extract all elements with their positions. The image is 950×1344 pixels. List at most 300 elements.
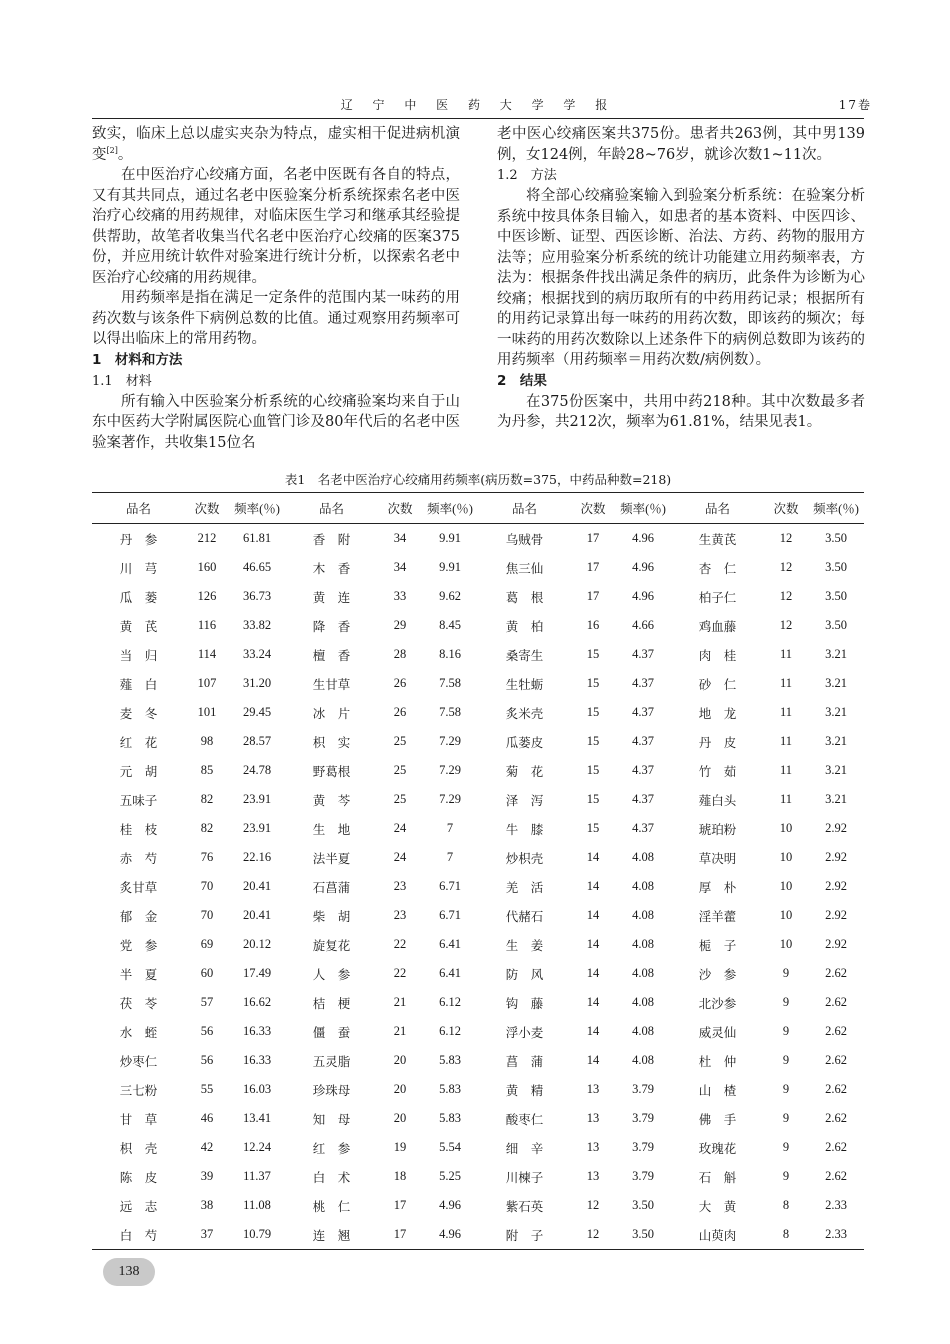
frequency-cell: 23.91 <box>242 792 272 806</box>
herb-name-cell: 玫瑰花 <box>698 1141 737 1156</box>
count-cell: 82 <box>200 821 214 835</box>
count-cell: 22 <box>393 966 407 980</box>
herb-name-cell: 珍珠母 <box>312 1083 351 1098</box>
frequency-cell: 9.91 <box>439 560 461 574</box>
page-number-badge: 138 <box>103 1258 155 1286</box>
frequency-cell: 3.50 <box>825 618 847 632</box>
herb-name-cell: 党 参 <box>119 938 158 953</box>
frequency-cell: 46.65 <box>242 560 272 574</box>
count-cell: 15 <box>586 763 600 777</box>
count-header: 次数 <box>378 493 422 524</box>
herb-name-cell: 桑寄生 <box>505 648 544 663</box>
frequency-cell: 8.16 <box>439 647 461 661</box>
frequency-cell: 6.12 <box>439 1024 461 1038</box>
left-paragraph-1: 致实，临床上总以虚实夹杂为特点，虚实相干促进病机演变[2]。 <box>92 126 460 163</box>
table-row <box>92 1162 864 1191</box>
herb-name-cell: 五味子 <box>119 793 158 808</box>
table-row <box>92 872 864 901</box>
frequency-cell: 7.29 <box>439 763 461 777</box>
herb-name-cell: 桃 仁 <box>312 1199 351 1214</box>
table-row <box>92 930 864 959</box>
frequency-cell: 3.21 <box>825 676 847 690</box>
frequency-cell: 16.33 <box>242 1024 272 1038</box>
count-header: 次数 <box>185 493 229 524</box>
herb-name-cell: 菖 蒲 <box>505 1054 544 1069</box>
herb-name-cell: 赤 芍 <box>119 851 158 866</box>
count-cell: 160 <box>197 560 217 574</box>
count-cell: 9 <box>782 995 790 1009</box>
herb-name-cell: 柏子仁 <box>698 590 737 605</box>
frequency-cell: 13.41 <box>242 1111 272 1125</box>
frequency-cell: 6.71 <box>439 908 461 922</box>
table-row <box>92 988 864 1017</box>
count-cell: 12 <box>779 560 793 574</box>
frequency-cell: 3.79 <box>632 1111 654 1125</box>
count-cell: 13 <box>586 1082 600 1096</box>
right-paragraph-1: 老中医心绞痛医案共375份。患者共263例，其中男139例，女124例，年龄28~76岁，就诊次数1~11次。 <box>497 126 865 163</box>
herb-name-cell: 砂 仁 <box>698 677 737 692</box>
frequency-cell: 9.62 <box>439 589 461 603</box>
herb-name-cell: 淫羊藿 <box>698 909 737 924</box>
table-row <box>92 1133 864 1162</box>
herb-name-cell: 黄 精 <box>505 1083 544 1098</box>
herb-name-cell: 红 参 <box>312 1141 351 1156</box>
frequency-cell: 3.21 <box>825 763 847 777</box>
count-cell: 38 <box>200 1198 214 1212</box>
herb-name-cell: 鸡血藤 <box>698 619 737 634</box>
frequency-cell: 4.96 <box>422 1220 478 1250</box>
count-cell: 17 <box>586 560 600 574</box>
frequency-cell: 7 <box>446 850 454 864</box>
frequency-cell: 2.33 <box>825 1198 847 1212</box>
count-cell: 14 <box>586 908 600 922</box>
table-row <box>92 727 864 756</box>
count-cell: 34 <box>393 531 407 545</box>
frequency-cell: 16.62 <box>242 995 272 1009</box>
herb-name-cell: 山萸肉 <box>671 1220 764 1250</box>
count-cell: 10 <box>779 937 793 951</box>
herb-name-cell: 石 斛 <box>698 1170 737 1185</box>
frequency-cell: 7.29 <box>439 734 461 748</box>
frequency-cell: 3.50 <box>825 560 847 574</box>
frequency-cell: 4.37 <box>632 763 654 777</box>
table-row <box>92 611 864 640</box>
herb-name-cell: 焦三仙 <box>505 561 544 576</box>
herb-name-cell: 瓜蒌皮 <box>505 735 544 750</box>
count-cell: 17 <box>393 1198 407 1212</box>
section-heading-1: 1 材料和方法 <box>92 351 183 368</box>
herb-name-cell: 牛 膝 <box>505 822 544 837</box>
count-cell: 8 <box>782 1198 790 1212</box>
frequency-cell: 2.92 <box>825 850 847 864</box>
running-header <box>92 92 872 116</box>
frequency-header: 频率(％) <box>229 493 285 524</box>
herb-name-cell: 郁 金 <box>119 909 158 924</box>
table-row <box>92 756 864 785</box>
frequency-cell: 22.16 <box>242 850 272 864</box>
herb-name-cell: 黄 柏 <box>505 619 544 634</box>
count-cell: 46 <box>200 1111 214 1125</box>
count-cell: 26 <box>393 705 407 719</box>
table-row <box>92 524 864 554</box>
frequency-cell: 11.37 <box>243 1169 271 1183</box>
count-cell: 212 <box>197 531 217 545</box>
frequency-cell: 6.41 <box>439 966 461 980</box>
frequency-cell: 23.91 <box>242 821 272 835</box>
table-row <box>92 843 864 872</box>
frequency-cell: 20.41 <box>242 879 272 893</box>
herb-name-cell: 元 胡 <box>119 764 158 779</box>
herb-name-cell: 人 参 <box>312 967 351 982</box>
section-heading-2: 2 结果 <box>497 372 547 389</box>
herb-name-cell: 桔 梗 <box>312 996 351 1011</box>
herb-name-cell: 酸枣仁 <box>505 1112 544 1127</box>
herb-name-cell: 生黄芪 <box>698 532 737 547</box>
frequency-cell: 2.33 <box>808 1220 864 1250</box>
frequency-cell: 4.08 <box>632 908 654 922</box>
herb-name-cell: 紫石英 <box>505 1199 544 1214</box>
frequency-cell: 2.62 <box>825 966 847 980</box>
count-header: 次数 <box>571 493 615 524</box>
herb-name-header: 品名 <box>478 493 571 524</box>
table-row <box>92 1191 864 1220</box>
right-paragraph-3: 在375份医案中，共用中药218种。其中次数最多者为丹参，共212次，频率为61.81%，结果见表1。 <box>497 393 865 430</box>
count-cell: 15 <box>586 705 600 719</box>
frequency-cell: 3.21 <box>825 734 847 748</box>
table-row <box>92 698 864 727</box>
herb-name-cell: 栀 子 <box>698 938 737 953</box>
herb-name-cell: 僵 蚕 <box>312 1025 351 1040</box>
count-cell: 69 <box>200 937 214 951</box>
count-cell: 34 <box>393 560 407 574</box>
table-caption: 表1 名老中医治疗心绞痛用药频率(病历数=375，中药品种数=218) <box>284 472 672 487</box>
frequency-cell: 6.71 <box>439 879 461 893</box>
table-row <box>92 1104 864 1133</box>
frequency-header: 频率(％) <box>808 493 864 524</box>
frequency-cell: 2.62 <box>825 1082 847 1096</box>
frequency-cell: 7.58 <box>439 676 461 690</box>
count-cell: 37 <box>185 1220 229 1250</box>
journal-title: 辽 宁 中 医 药 大 学 学 报 <box>340 98 616 112</box>
herb-name-cell: 黄 芩 <box>312 793 351 808</box>
count-cell: 10 <box>779 850 793 864</box>
herb-name-cell: 法半夏 <box>312 851 351 866</box>
herb-name-cell: 肉 桂 <box>698 648 737 663</box>
table-row <box>92 1075 864 1104</box>
count-cell: 29 <box>393 618 407 632</box>
herb-name-cell: 黄 芪 <box>119 619 158 634</box>
count-cell: 12 <box>779 618 793 632</box>
herb-name-cell: 降 香 <box>312 619 351 634</box>
count-cell: 24 <box>393 850 407 864</box>
table-row <box>92 814 864 843</box>
frequency-cell: 2.62 <box>825 1140 847 1154</box>
frequency-cell: 7 <box>446 821 454 835</box>
frequency-cell: 2.62 <box>825 1111 847 1125</box>
frequency-cell: 3.50 <box>615 1220 671 1250</box>
herb-name-cell: 防 风 <box>505 967 544 982</box>
frequency-cell: 7.29 <box>439 792 461 806</box>
count-cell: 15 <box>586 792 600 806</box>
frequency-cell: 3.21 <box>825 705 847 719</box>
herb-name-cell: 桂 枝 <box>119 822 158 837</box>
citation-ref[interactable]: [2] <box>106 145 118 155</box>
count-cell: 98 <box>200 734 214 748</box>
frequency-cell: 16.03 <box>242 1082 272 1096</box>
count-cell: 20 <box>393 1111 407 1125</box>
count-cell: 25 <box>393 763 407 777</box>
table-row <box>92 959 864 988</box>
frequency-cell: 28.57 <box>242 734 272 748</box>
count-cell: 8 <box>764 1220 808 1250</box>
frequency-cell: 17.49 <box>242 966 272 980</box>
count-cell: 9 <box>782 1111 790 1125</box>
frequency-cell: 6.41 <box>439 937 461 951</box>
herb-name-cell: 钩 藤 <box>505 996 544 1011</box>
herb-name-cell: 枳 实 <box>312 735 351 750</box>
herb-name-cell: 厚 朴 <box>698 880 737 895</box>
herb-name-cell: 石菖蒲 <box>312 880 351 895</box>
herb-name-cell: 半 夏 <box>119 967 158 982</box>
herb-name-cell: 草决明 <box>698 851 737 866</box>
subsection-heading-1-1: 1.1 材料 <box>92 373 152 389</box>
herb-name-cell: 炙甘草 <box>119 880 158 895</box>
frequency-cell: 2.92 <box>825 937 847 951</box>
herb-name-cell: 白 芍 <box>92 1220 185 1250</box>
frequency-cell: 5.25 <box>439 1169 461 1183</box>
count-cell: 42 <box>200 1140 214 1154</box>
count-cell: 14 <box>586 995 600 1009</box>
frequency-cell: 3.21 <box>825 647 847 661</box>
table-body <box>92 524 864 1250</box>
count-cell: 13 <box>586 1111 600 1125</box>
table-row <box>92 1046 864 1075</box>
count-cell: 10 <box>779 879 793 893</box>
right-column <box>497 124 865 433</box>
count-cell: 22 <box>393 937 407 951</box>
frequency-cell: 4.66 <box>632 618 654 632</box>
count-cell: 28 <box>393 647 407 661</box>
left-paragraph-3: 用药频率是指在满足一定条件的范围内某一味药的用药次数与该条件下病例总数的比值。通过观察用药频率可以得出临床上的常用药物。 <box>92 290 460 347</box>
herb-name-cell: 当 归 <box>119 648 158 663</box>
herb-name-cell: 北沙参 <box>698 996 737 1011</box>
frequency-cell: 3.50 <box>825 531 847 545</box>
herb-name-cell: 生 姜 <box>505 938 544 953</box>
frequency-cell: 31.20 <box>242 676 272 690</box>
herb-name-cell: 威灵仙 <box>698 1025 737 1040</box>
count-cell: 12 <box>571 1220 615 1250</box>
frequency-cell: 5.54 <box>439 1140 461 1154</box>
count-cell: 12 <box>586 1198 600 1212</box>
herb-name-cell: 远 志 <box>119 1199 158 1214</box>
herb-name-cell: 菊 花 <box>505 764 544 779</box>
count-cell: 85 <box>200 763 214 777</box>
herb-name-cell: 木 香 <box>312 561 351 576</box>
frequency-cell: 16.33 <box>242 1053 272 1067</box>
herb-name-cell: 杏 仁 <box>698 561 737 576</box>
frequency-cell: 2.92 <box>825 879 847 893</box>
frequency-cell: 6.12 <box>439 995 461 1009</box>
herb-name-cell: 山 楂 <box>698 1083 737 1098</box>
herb-name-cell: 旋复花 <box>312 938 351 953</box>
herb-name-cell: 细 辛 <box>505 1141 544 1156</box>
count-cell: 25 <box>393 734 407 748</box>
frequency-cell: 2.92 <box>825 821 847 835</box>
frequency-cell: 3.50 <box>632 1198 654 1212</box>
count-cell: 56 <box>200 1053 214 1067</box>
count-cell: 70 <box>200 908 214 922</box>
herb-name-header: 品名 <box>285 493 378 524</box>
herb-name-cell: 连 翘 <box>285 1220 378 1250</box>
herb-name-cell: 香 附 <box>312 532 351 547</box>
count-cell: 14 <box>586 937 600 951</box>
subsection-heading-1-2: 1.2 方法 <box>497 168 557 183</box>
frequency-cell: 2.62 <box>825 1053 847 1067</box>
count-cell: 11 <box>779 676 793 690</box>
herb-name-cell: 附 子 <box>478 1220 571 1250</box>
frequency-cell: 3.79 <box>632 1082 654 1096</box>
herb-name-cell: 茯 苓 <box>119 996 158 1011</box>
frequency-cell: 2.62 <box>825 1169 847 1183</box>
count-cell: 57 <box>200 995 214 1009</box>
count-cell: 11 <box>779 647 793 661</box>
frequency-cell: 24.78 <box>242 763 272 777</box>
frequency-cell: 4.08 <box>632 1053 654 1067</box>
herb-name-cell: 枳 壳 <box>119 1141 158 1156</box>
herb-name-cell: 炒枣仁 <box>119 1054 158 1069</box>
table-header <box>92 493 864 524</box>
count-cell: 9 <box>782 1053 790 1067</box>
count-cell: 15 <box>586 647 600 661</box>
frequency-cell: 5.83 <box>439 1082 461 1096</box>
herb-name-cell: 炙米壳 <box>505 706 544 721</box>
herb-name-cell: 生牡蛎 <box>505 677 544 692</box>
left-column <box>92 124 460 453</box>
count-cell: 14 <box>586 966 600 980</box>
count-cell: 23 <box>393 879 407 893</box>
count-cell: 20 <box>393 1082 407 1096</box>
count-cell: 114 <box>197 647 217 661</box>
frequency-cell: 4.08 <box>632 995 654 1009</box>
frequency-cell: 20.12 <box>242 937 272 951</box>
herb-name-header: 品名 <box>92 493 185 524</box>
table-row <box>92 1017 864 1046</box>
herb-name-cell: 红 花 <box>119 735 158 750</box>
frequency-cell: 33.82 <box>242 618 272 632</box>
frequency-cell: 12.24 <box>242 1140 272 1154</box>
herb-name-cell: 代赭石 <box>505 909 544 924</box>
frequency-cell: 10.79 <box>229 1220 285 1250</box>
count-cell: 15 <box>586 676 600 690</box>
herb-name-cell: 生 地 <box>312 822 351 837</box>
frequency-cell: 3.50 <box>825 589 847 603</box>
count-cell: 82 <box>200 792 214 806</box>
count-cell: 10 <box>779 821 793 835</box>
table-row <box>92 669 864 698</box>
herb-name-cell: 炒枳壳 <box>505 851 544 866</box>
table-row <box>92 582 864 611</box>
herb-name-cell: 三七粉 <box>119 1083 158 1098</box>
count-cell: 10 <box>779 908 793 922</box>
herb-name-cell: 麦 冬 <box>119 706 158 721</box>
herb-name-cell: 白 术 <box>312 1170 351 1185</box>
left-paragraph-2: 在中医治疗心绞痛方面，名老中医既有各自的特点，又有其共同点，通过名老中医验案分析系统探索名老中医治疗心绞痛的用药规律，对临床医生学习和继承其经验提供帮助，故笔者收集当代名老中医治疗心绞痛的医案375份，并应用统计软件对验案进行统计分析，以探索名老中医治疗心绞痛的用药规律。 <box>92 167 460 286</box>
count-cell: 39 <box>200 1169 214 1183</box>
herb-name-cell: 川楝子 <box>505 1170 544 1185</box>
count-cell: 9 <box>782 1140 790 1154</box>
count-cell: 25 <box>393 792 407 806</box>
count-cell: 20 <box>393 1053 407 1067</box>
count-cell: 14 <box>586 850 600 864</box>
herb-frequency-table <box>92 492 864 1250</box>
frequency-header: 频率(％) <box>615 493 671 524</box>
herb-name-cell: 檀 香 <box>312 648 351 663</box>
herb-name-cell: 沙 参 <box>698 967 737 982</box>
frequency-cell: 2.92 <box>825 908 847 922</box>
herb-name-cell: 丹 皮 <box>698 735 737 750</box>
count-cell: 76 <box>200 850 214 864</box>
frequency-cell: 4.08 <box>632 879 654 893</box>
count-cell: 15 <box>586 821 600 835</box>
table-row <box>92 553 864 582</box>
herb-name-cell: 薤白头 <box>698 793 737 808</box>
table-row <box>92 640 864 669</box>
frequency-cell: 3.21 <box>825 792 847 806</box>
herb-name-cell: 浮小麦 <box>505 1025 544 1040</box>
frequency-cell: 5.83 <box>439 1053 461 1067</box>
frequency-cell: 4.96 <box>632 531 654 545</box>
count-cell: 11 <box>779 705 793 719</box>
count-cell: 9 <box>782 1082 790 1096</box>
herb-name-cell: 佛 手 <box>698 1112 737 1127</box>
frequency-cell: 9.91 <box>439 531 461 545</box>
frequency-cell: 4.08 <box>632 966 654 980</box>
frequency-cell: 7.58 <box>439 705 461 719</box>
frequency-cell: 36.73 <box>242 589 272 603</box>
herb-name-cell: 柴 胡 <box>312 909 351 924</box>
count-cell: 14 <box>586 1024 600 1038</box>
count-cell: 33 <box>393 589 407 603</box>
herb-name-cell: 琥珀粉 <box>698 822 737 837</box>
count-cell: 14 <box>586 879 600 893</box>
count-cell: 55 <box>200 1082 214 1096</box>
herb-name-header: 品名 <box>671 493 764 524</box>
herb-name-cell: 川 芎 <box>119 561 158 576</box>
count-cell: 15 <box>586 734 600 748</box>
herb-name-cell: 丹 参 <box>119 532 158 547</box>
count-cell: 13 <box>586 1169 600 1183</box>
count-cell: 12 <box>779 531 793 545</box>
frequency-cell: 4.37 <box>632 821 654 835</box>
count-cell: 107 <box>197 676 217 690</box>
herb-name-cell: 五灵脂 <box>312 1054 351 1069</box>
frequency-cell: 8.45 <box>439 618 461 632</box>
frequency-cell: 4.96 <box>632 560 654 574</box>
count-cell: 13 <box>586 1140 600 1154</box>
frequency-cell: 2.62 <box>825 1024 847 1038</box>
count-cell: 9 <box>782 966 790 980</box>
herb-name-cell: 葛 根 <box>505 590 544 605</box>
count-cell: 18 <box>393 1169 407 1183</box>
frequency-cell: 61.81 <box>242 531 272 545</box>
herb-name-cell: 生甘草 <box>312 677 351 692</box>
herb-name-cell: 冰 片 <box>312 706 351 721</box>
frequency-cell: 4.37 <box>632 734 654 748</box>
count-cell: 19 <box>393 1140 407 1154</box>
herb-name-cell: 知 母 <box>312 1112 351 1127</box>
count-cell: 9 <box>782 1024 790 1038</box>
count-cell: 60 <box>200 966 214 980</box>
